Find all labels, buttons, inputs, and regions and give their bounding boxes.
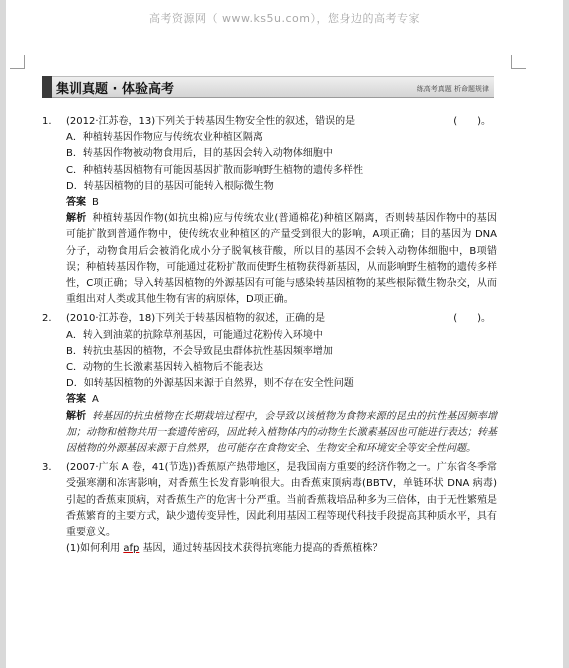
option-a: A．转入到油菜的抗除草剂基因，可能通过花粉传入环境中 [66,329,323,341]
sub-question [66,541,497,557]
question-stem: (2012·江苏卷，13)下列关于转基因生物安全性的叙述，错误的是 [66,116,356,127]
answer-line [66,195,497,211]
option-a: A．种植转基因作物应与传统农业种植区隔离 [66,132,263,144]
option-c: C．动物的生长激素基因转入植物后不能表达 [66,362,263,374]
document-page [6,0,563,668]
crop-mark [24,55,25,69]
explanation-text: 转基因的抗虫植物在长期栽培过程中，会导致以该植物为食物来源的昆虫的抗性基因频率增加；动物和植物共用一套遗传密码，因此转入植物体内的动物生长激素基因也可能进行表达；转基因植物的外源基因来源于自然界，也可能存在食物安全、生物安全和环境安全等安全性问题。 [66,410,498,455]
question-number: 3. [42,462,52,474]
question-3 [42,460,497,557]
answer-value: B [92,197,99,209]
crop-mark [511,68,526,69]
option-d: D．如转基因植物的外源基因来源于自然界，则不存在安全性问题 [66,378,354,390]
section-title: 集训真题 · 体验高考 [56,82,174,97]
explanation-label: 解析 [66,410,87,422]
answer-value: A [92,394,99,406]
sub-question-gene: afp [123,543,140,555]
question-number: 1. [42,116,52,127]
answer-paren: ( )。 [453,116,491,127]
sub-question-text: 基因，通过转基因技术获得抗寒能力提高的香蕉植株？ [139,543,383,555]
answer-label: 答案 [66,197,86,209]
crop-mark [511,55,512,69]
explanation [66,211,497,308]
option-b: B．转抗虫基因的植物，不会导致昆虫群体抗性基因频率增加 [66,345,333,357]
section-subtitle: 练高考真题 析命题规律 [416,85,489,93]
crop-mark [10,68,25,69]
sub-question-text: (1)如何利用 [66,543,124,555]
option-b: B．转基因作物被动物食用后，目的基因会转入动物体细胞中 [66,148,333,160]
explanation-text: 种植转基因作物(如抗虫棉)应与传统农业(普通棉花)种植区隔离，否则转基因作物中的基因可能扩散到普通作物中，使传统农业种植区的产量受到很大的影响，A项正确；目的基因为 DNA 分子，动物食用后会被消化成小分子脱氧核苷酸，所以目的基因不会转入动物体细胞中，B项错误；种植转基因作物，可能通过花粉扩散而使野生植物获得新基因，从而影响野生植物的遗传多样性，C项正确；导入转基因植物的外源基因有可能与感染转基因植物的某些根际微生物杂交，从而重组出对人类或其他生物有害的病原体，D项正确。 [66,213,497,306]
question-2 [42,311,497,457]
option-d: D．转基因植物的目的基因可能转入根际微生物 [66,180,274,192]
answer-line [66,392,497,408]
answer-paren: ( )。 [453,313,491,325]
answer-label: 答案 [66,394,86,406]
explanation [66,409,497,458]
question-1 [42,114,497,308]
question-stem: (2010·江苏卷，18)下列关于转基因植物的叙述，正确的是 [66,313,326,325]
question-number: 2. [42,313,52,325]
watermark: 高考资源网（ www.ks5u.com），您身边的高考专家 [148,12,421,25]
question-stem: (2007·广东 A 卷，41(节选))香蕉原产热带地区，是我国南方重要的经济作物之一。广东省冬季常受强寒潮和冻害影响，对香蕉生长发育影响很大。由香蕉束顶病毒(BBTV，单链环状 DNA 病毒)引起的香蕉束顶病，对香蕉生产的危害十分严重。当前香蕉栽培品种多为三倍体，由于无性繁殖是香蕉繁育的主要方式，缺少遗传变异性，因此利用基因工程等现代科技手段提高其种质水平，具有重要意义。 [66,462,497,539]
questions-content [42,114,497,557]
header-accent [42,76,52,98]
explanation-label: 解析 [66,213,87,225]
option-c: C．种植转基因植物有可能因基因扩散而影响野生植物的遗传多样性 [66,164,363,176]
